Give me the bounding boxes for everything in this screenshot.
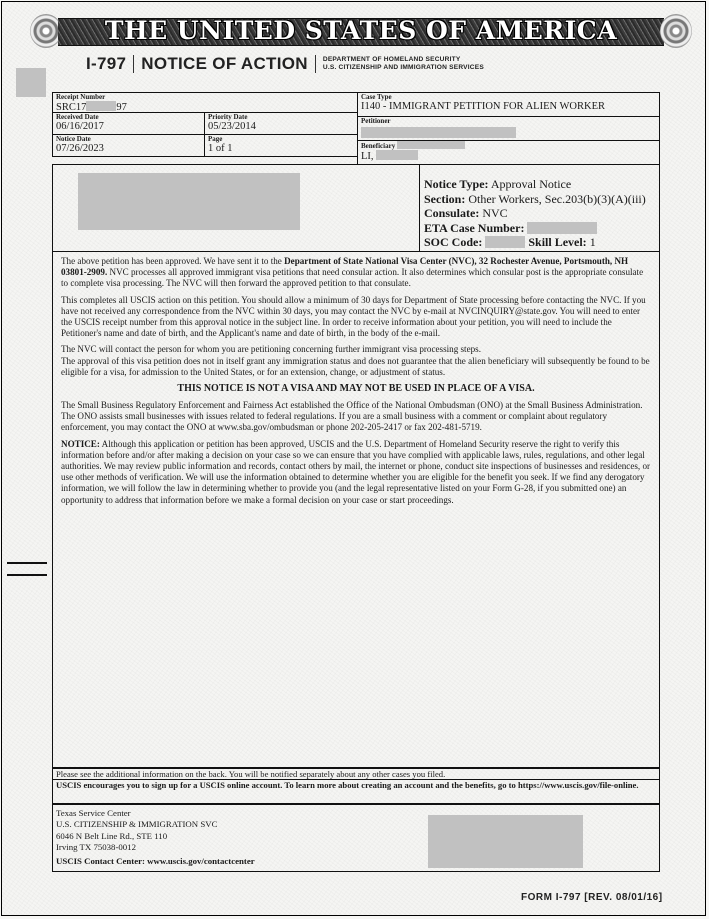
- nvc-address: Department of State National Visa Center (NVC), 32 Rochester Avenue, Portsmouth, NH 03801-2909.: [61, 256, 629, 278]
- notice-type-value: Approval Notice: [490, 177, 572, 191]
- receipt-prefix: SRC17: [56, 102, 87, 113]
- notice-text: Although this application or petition has been approved, USCIS and the U.S. Department of Homeland Security reserve the right to verify this information before and/or after making a decision on your case so we can ensure that you have complied with applicable laws, rules, regulations, and other legal authorities. We may review public information and records, contact others by mail, the internet or phone, conduct site inspections of businesses and residences, or use other methods of verification. We will use the information obtained to determine whether you are eligible for the benefit you seek. If we find any derogatory information, we will follow the law in determining whether to provide you (and the legal representative listed on your Form G-28, if you submitted one) an opportunity to address that information before we make a formal decision on your case or start proceedings.: [61, 438, 651, 505]
- redaction-block: [376, 150, 418, 160]
- service-center-line-2: U.S. CITIZENSHIP & IMMIGRATION SVC: [56, 819, 218, 830]
- section-line: [424, 192, 661, 207]
- consulate-line: [424, 206, 661, 221]
- contact-center: USCIS Contact Center: www.uscis.gov/contactcenter: [56, 856, 255, 867]
- priority-date-label: Priority Date: [208, 113, 248, 121]
- receipt-number-cell: [52, 92, 358, 113]
- approval-text: The above petition has been approved. We have sent it to the: [61, 256, 285, 266]
- additional-info-row: Please see the additional information on the back. You will be notified separately about any other cases you filed.: [52, 768, 660, 780]
- notice-date-cell: [52, 134, 205, 157]
- form-name: NOTICE OF ACTION: [141, 54, 308, 73]
- ombudsman-paragraph: The Small Business Regulatory Enforcement and Fairness Act established the Office of the National Ombudsman (ONO) at the Small Business Administration. The ONO assists small businesses with issues related to federal regulations. If you are a small business with a comment or complaint about regulatory enforcement, you may contact the ONO at www.sba.gov/ombudsman or phone 202-205-2417 or fax 202-481-5719.: [61, 400, 643, 433]
- beneficiary-cell: [357, 140, 660, 165]
- notice-date-label: Notice Date: [56, 135, 91, 143]
- form-number: I-797: [86, 54, 127, 73]
- soc-code-label: SOC Code:: [424, 235, 483, 250]
- header-divider: [133, 55, 134, 73]
- beneficiary-name: LI,: [361, 151, 374, 162]
- notice-details: [419, 164, 661, 252]
- case-type-label: Case Type: [361, 93, 392, 101]
- service-center-line-3: 6046 N Belt Line Rd., STE 110: [56, 830, 168, 841]
- case-type-value: I140 - IMMIGRANT PETITION FOR ALIEN WORKER: [361, 101, 606, 112]
- agency-name: [323, 56, 484, 72]
- redaction-block: [428, 815, 583, 868]
- us-banner: [30, 14, 692, 48]
- receipt-number-label: Receipt Number: [56, 93, 106, 101]
- redaction-block: [78, 173, 300, 230]
- service-center-block: [52, 805, 660, 872]
- agency-line-1: DEPARTMENT OF HOMELAND SECURITY: [322, 56, 461, 63]
- approval-text-end: NVC processes all approved immigrant visa petitions that need consular action. It also determines which consular post is the appropriate consulate to complete visa processing. The NVC will then forward the approved petition to that consulate.: [61, 267, 644, 289]
- status-disclaimer-paragraph: The approval of this visa petition does not in itself grant any immigration status and does not guarantee that the alien beneficiary will subsequently be found to be eligible for a visa, for admission to the United States, or for an extension, change, or adjustment of status.: [61, 355, 650, 377]
- beneficiary-label: [361, 141, 656, 150]
- redaction-block: [16, 68, 46, 97]
- agency-line-2: U.S. CITIZENSHIP AND IMMIGRATION SERVICES: [322, 64, 484, 71]
- eta-case-label: ETA Case Number:: [424, 220, 525, 235]
- petitioner-cell: [357, 116, 660, 141]
- petitioner-label: Petitioner: [361, 117, 391, 125]
- rosette-ornament-icon: [660, 14, 692, 48]
- skill-level-value: 1: [589, 235, 596, 250]
- redaction-block: [397, 141, 465, 149]
- online-account-row: USCIS encourages you to sign up for a USCIS online account. To learn more about creating an account and the benefits, go to https://www.uscis.gov/file-online.: [52, 779, 660, 805]
- beneficiary-label-text: Beneficiary: [361, 142, 396, 150]
- consulate-value: NVC: [482, 206, 508, 221]
- header-divider: [315, 55, 316, 73]
- notice-type-label: Notice Type:: [424, 177, 489, 191]
- soc-code-line: [424, 235, 661, 250]
- not-a-visa-notice: THIS NOTICE IS NOT A VISA AND MAY NOT BE USED IN PLACE OF A VISA.: [177, 383, 535, 395]
- eta-case-line: [424, 221, 661, 236]
- priority-date-cell: [204, 112, 358, 135]
- beneficiary-value: [361, 150, 656, 163]
- address-and-notice-section: [52, 164, 660, 252]
- priority-date-value: 05/23/2014: [208, 121, 256, 132]
- redaction-block: [485, 236, 525, 248]
- nvc-steps-paragraph: The NVC will contact the person for whom you are petitioning concerning further immigrant visa processing steps.: [61, 344, 481, 355]
- verification-notice-paragraph: [61, 439, 651, 506]
- margin-rule: [7, 562, 47, 564]
- form-revision: FORM I-797 [REV. 08/01/16]: [521, 892, 663, 903]
- section-value: Other Workers, Sec.203(b)(3)(A)(iii): [468, 191, 646, 206]
- received-date-cell: [52, 112, 205, 135]
- redaction-block: [361, 127, 516, 138]
- form-header: [86, 53, 484, 75]
- notice-body: [52, 252, 660, 768]
- received-date-value: 06/16/2017: [56, 121, 104, 132]
- service-center-line-1: Texas Service Center: [56, 808, 131, 818]
- notice-label: NOTICE:: [61, 438, 100, 449]
- notice-date-value: 07/26/2023: [56, 143, 104, 154]
- consulate-label: Consulate:: [424, 206, 480, 221]
- section-label: Section:: [424, 191, 466, 206]
- approval-paragraph: [61, 256, 651, 290]
- margin-rule: [7, 574, 47, 576]
- redaction-block: [86, 101, 116, 111]
- receipt-suffix: 97: [116, 102, 127, 113]
- notice-type-line: [424, 177, 661, 192]
- case-type-cell: [357, 92, 660, 117]
- skill-level-label: Skill Level:: [528, 235, 587, 250]
- service-center-line-4: Irving TX 75038-0012: [56, 841, 136, 852]
- page-cell: [204, 134, 358, 157]
- nvc-contact-paragraph: This completes all USCIS action on this petition. You should allow a minimum of 30 days for Department of State processing before contacting the NVC. If you have not received any correspondence from the NVC within 30 days, you may contact the NVC by e-mail at NVCINQUIRY@state.gov. You will need to enter the USCIS receipt number from this approval notice in the subject line. In order to receive information about your petition, you will need to include the Petitioner's name and date of birth, and the Applicant's name and date of birth, in the body of the e-mail.: [61, 294, 646, 339]
- received-date-label: Received Date: [56, 113, 99, 121]
- page-label: Page: [208, 135, 223, 143]
- banner-title: THE UNITED STATES OF AMERICA: [104, 16, 618, 45]
- page-value: 1 of 1: [208, 143, 233, 154]
- redaction-block: [527, 222, 597, 234]
